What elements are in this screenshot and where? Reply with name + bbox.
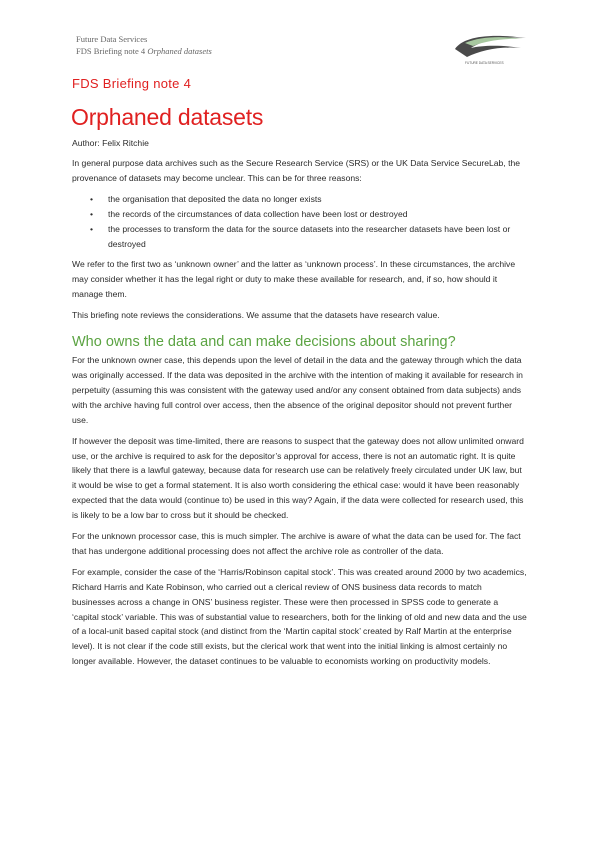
document-body [72, 156, 527, 675]
terms-paragraph: We refer to the first two as ‘unknown owner’ and the latter as ‘unknown process’. In these circumstances, the archive may consider whether it has the legal right or duty to make these available for research, and, if so, how should it manage them. [72, 259, 516, 300]
page-title: Orphaned datasets [71, 104, 264, 130]
section-paragraph: For the unknown processor case, this is much simpler. The archive is aware of what the data can be used for. The fact that has undergone additional processing does not affect the archive role as controller of the data. [72, 531, 521, 556]
section-paragraph: For example, consider the case of the ‘Harris/Robinson capital stock’. This was created around 2000 by two academics, Richard Harris and Kate Robinson, who carried out a clerical review of ONS business data records to match businesses across a change in ONS’ business register. These were then processed in SPSS code to generate a ‘capital stock’ variable. This was of substantial value to researchers, both for the linking of old and new data and the use of a local-unit based capital stock (and distinct from the ‘Martin capital stock’ created by Ralf Martin at the enterprise level). It is not clear if the code still exists, but the clerical work that went into the initial linking is almost certainly no longer available. However, the dataset continues to be valuable to economists working on productivity models. [72, 566, 527, 667]
header-note-title: Orphaned datasets [147, 46, 212, 56]
review-paragraph: This briefing note reviews the considerations. We assume that the datasets have research value. [72, 310, 440, 321]
list-item: • the processes to transform the data for the source datasets into the researcher datasets have been lost or destroyed [108, 222, 527, 252]
fds-logo [453, 31, 528, 67]
list-item: • the records of the circumstances of data collection have been lost or destroyed [108, 207, 527, 222]
series-label: FDS Briefing note 4 [72, 76, 192, 91]
header-note [76, 45, 212, 57]
section-heading: Who owns the data and can make decisions about sharing? [72, 334, 456, 351]
list-item: • the organisation that deposited the data no longer exists [108, 192, 527, 207]
header-org: Future Data Services [76, 34, 148, 44]
intro-paragraph: In general purpose data archives such as the Secure Research Service (SRS) or the UK Data Service SecureLab, the provenance of datasets may become unclear. This can be for three reasons: [72, 158, 521, 183]
section-paragraph: For the unknown owner case, this depends upon the level of detail in the data and the gateway through which the data was originally accessed. If the data was deposited in the archive with the intention of making it available for research in perpetuity (assuming this was consistent with the gateway used and/or any consent obtained from data subjects) ands with the archive having full control over access, then the absence of the original depositor should not prevent further use. [72, 355, 523, 425]
logo-caption: FUTURE DATA SERVICES [465, 61, 504, 65]
header-note-prefix: FDS Briefing note 4 [76, 46, 146, 56]
author-line: Author: Felix Ritchie [72, 138, 149, 148]
running-header [76, 33, 212, 57]
reasons-list [72, 192, 527, 252]
section-paragraph: If however the deposit was time-limited, there are reasons to suspect that the gateway does not allow unlimited onward use, or the archive is required to ask for the depositor’s approval for access, there is not an automatic right. It is quite likely that there is a lawful gateway, because data for research use can be relatively freely circulated under UK law, but it would be wise to get a formal statement. It is also worth considering the ethical case: would it have been reasonably expected that the data would (continue to) be used in this way? Again, if the data were collected for research used, this is likely to be a low bar to cross but it should be checked. [72, 435, 524, 521]
